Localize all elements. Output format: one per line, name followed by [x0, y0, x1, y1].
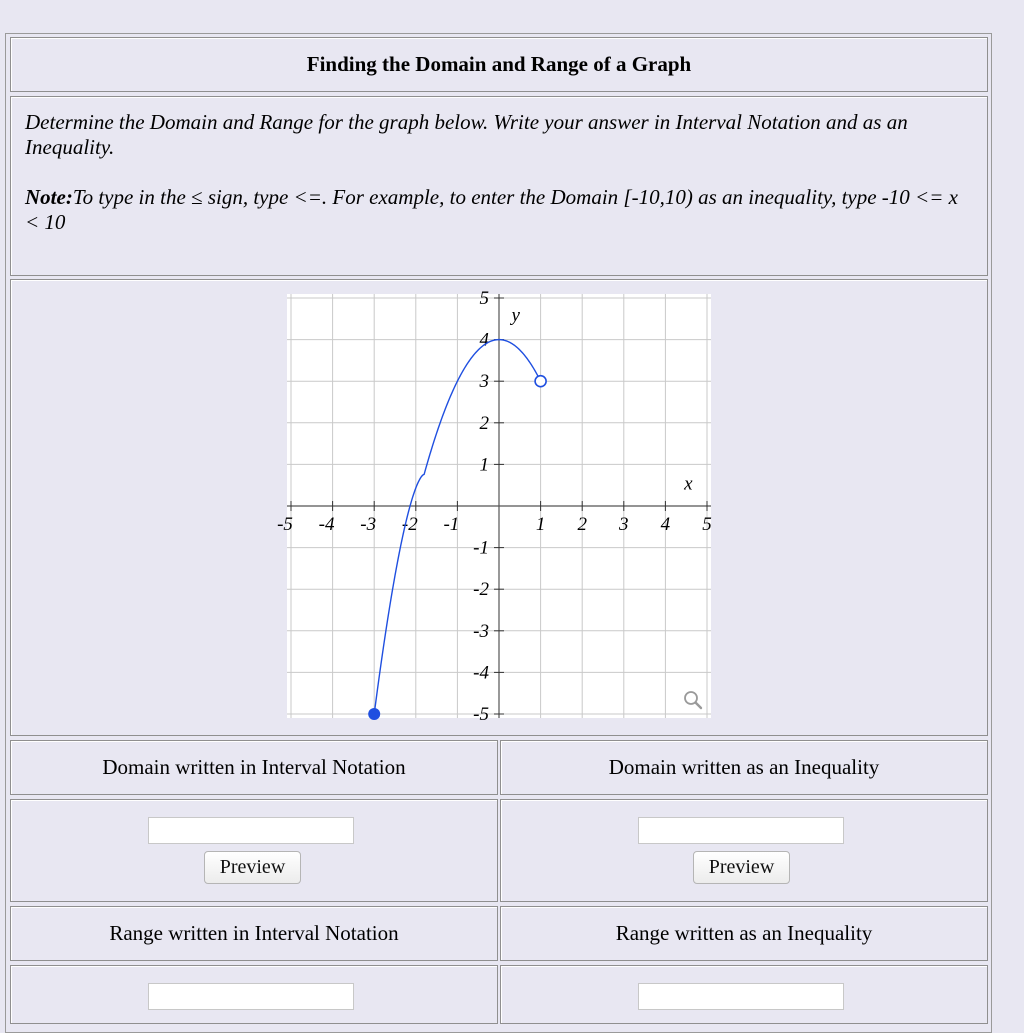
x-axis-label: x [684, 473, 693, 495]
y-tick-label: -5 [473, 704, 489, 725]
x-tick-label: 4 [660, 514, 671, 535]
le-symbol: ≤ [191, 185, 203, 209]
y-tick-label: 3 [479, 371, 489, 393]
y-tick-label: 2 [479, 412, 489, 434]
x-tick-label: 2 [577, 514, 587, 535]
domain-inequality-label: Domain written as an Inequality [608, 755, 880, 779]
range-interval-header [10, 906, 498, 961]
note-label: Note: [25, 185, 73, 209]
domain-inequality-preview-button[interactable]: Preview [693, 851, 790, 884]
range-inequality-label: Range written as an Inequality [615, 921, 873, 945]
x-tick-label: 5 [702, 514, 712, 535]
range-inequality-input[interactable] [638, 983, 844, 1010]
x-tick-label: -2 [401, 514, 418, 535]
note-text-2: sign, type <=. For example, to enter the Domain [-10,10) as an inequality, type -10 <= x < 10 [25, 185, 958, 234]
range-interval-input[interactable] [148, 983, 354, 1010]
range-inequality-header [500, 906, 988, 961]
domain-interval-header [10, 740, 498, 795]
range-inequality-cell [500, 965, 988, 1024]
x-tick-label: 3 [619, 514, 629, 535]
domain-inequality-cell [500, 799, 988, 902]
y-tick-label: -4 [473, 662, 489, 684]
closed-endpoint [368, 708, 380, 720]
y-tick-label: 1 [479, 454, 489, 476]
x-tick-label: 1 [535, 514, 546, 535]
page-title [10, 37, 988, 92]
graph-panel [10, 279, 988, 736]
range-interval-label: Range written in Interval Notation [109, 921, 399, 945]
page-title-text: Finding the Domain and Range of a Graph [306, 52, 692, 76]
y-axis-label: y [511, 304, 520, 326]
y-tick-label: 4 [479, 329, 489, 351]
instructions-note [25, 185, 973, 235]
y-tick-label: -1 [473, 537, 489, 559]
function-graph [277, 288, 712, 725]
domain-inequality-input[interactable] [638, 817, 844, 844]
instructions-text: Determine the Domain and Range for the graph below. Write your answer in Interval Notation and as an Inequality. [25, 110, 908, 159]
y-tick-label: -2 [473, 579, 489, 601]
open-endpoint [535, 376, 546, 387]
x-tick-label: -5 [277, 514, 293, 535]
range-interval-cell [10, 965, 498, 1024]
y-tick-label: -3 [473, 620, 489, 642]
x-tick-label: -4 [318, 514, 335, 535]
domain-interval-label: Domain written in Interval Notation [102, 755, 406, 779]
x-tick-label: -1 [443, 514, 460, 535]
note-text-1: To type in the [72, 185, 192, 209]
domain-inequality-header [500, 740, 988, 795]
domain-interval-preview-button[interactable]: Preview [204, 851, 301, 884]
instructions-panel [10, 96, 988, 276]
domain-interval-input[interactable] [148, 817, 354, 844]
x-tick-label: -3 [360, 514, 377, 535]
domain-interval-cell [10, 799, 498, 902]
y-tick-label: 5 [479, 288, 489, 309]
